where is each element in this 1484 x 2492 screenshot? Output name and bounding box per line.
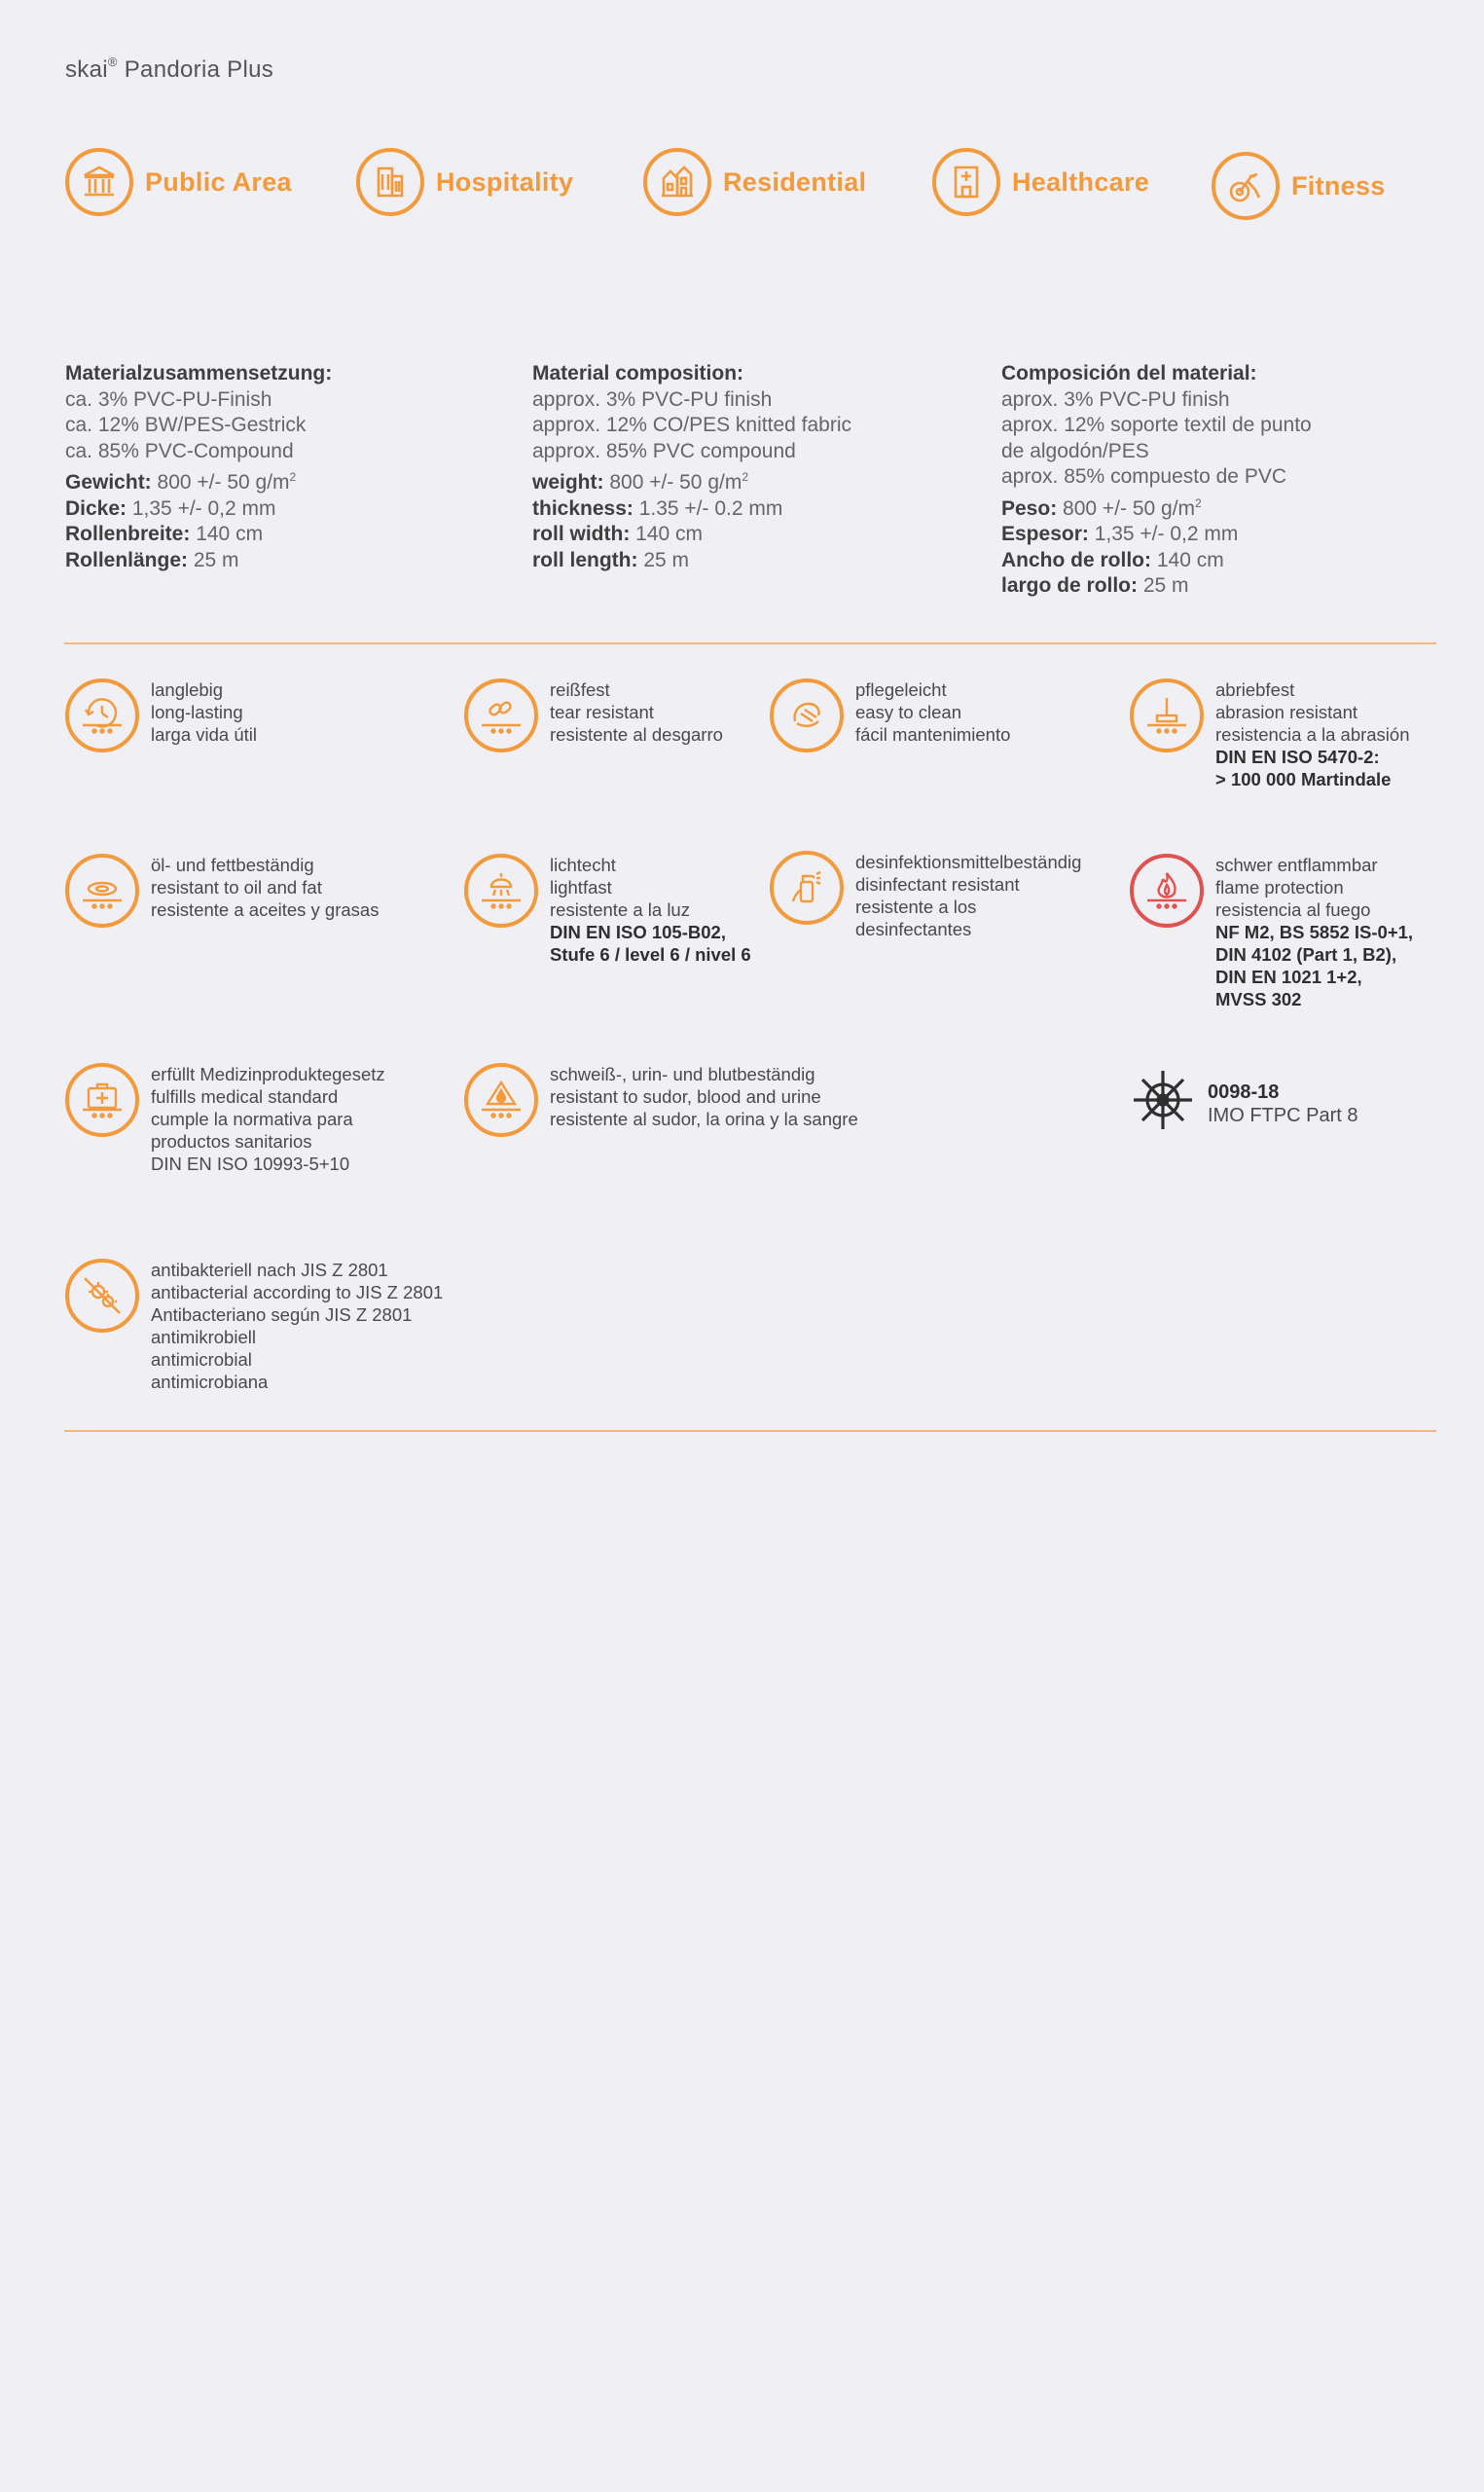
property-medical-standard: erfüllt Medizinproduktegesetz fulfills medical standard cumple la normativa para productos sanitarios DIN EN ISO 10993-5+10 [65, 1063, 385, 1175]
composition-german: Materialzusammensetzung: ca. 3% PVC-PU-Finish ca. 12% BW/PES-Gestrick ca. 85% PVC-Compound Gewicht: 800 +/- 50 $g/m^2$ Dicke: 1,35 +/- 0,2 mm Rollenbreite: 140 cm Rollenlänge: 25 m [65, 362, 333, 571]
bacteria-crossed-icon [65, 1259, 139, 1333]
property-lightfast: lichtecht lightfast resistente a la luz DIN EN ISO 105-B02, Stufe 6 / level 6 / nivel 6 [464, 854, 751, 966]
property-tear-resistant: reißfest tear resistant resistente al desgarro [464, 678, 723, 752]
medical-kit-icon [65, 1063, 139, 1137]
exercise-bike-icon [1212, 152, 1280, 220]
application-label: Healthcare [1012, 166, 1150, 197]
application-hospitality [356, 148, 573, 216]
spray-bottle-icon [770, 851, 844, 925]
product-title: skai® Pandoria Plus [65, 55, 274, 83]
application-label: Public Area [145, 166, 292, 197]
application-label: Fitness [1291, 170, 1386, 201]
property-oil-resistant: öl- und fettbeständig resistant to oil and fat resistente a aceites y grasas [65, 854, 379, 928]
property-sweat-blood-urine-resistant: schweiß-, urin- und blutbeständig resistant to sudor, blood and urine resistente al sudor, la orina y la sangre [464, 1063, 858, 1137]
composition-english: Material composition: approx. 3% PVC-PU finish approx. 12% CO/PES knitted fabric approx. 85% PVC compound weight: 800 +/- 50 $g/m^2$ thickness: 1.35 +/- 0.2 mm roll width: 140 cm roll length: 25 m [532, 362, 851, 571]
application-residential [643, 148, 866, 216]
property-easy-to-clean: pflegeleicht easy to clean fácil mantenimiento [770, 678, 1010, 752]
drops-icon [464, 1063, 538, 1137]
application-label: Hospitality [436, 166, 574, 197]
application-label: Residential [723, 166, 867, 197]
divider-top [64, 642, 1436, 644]
ship-wheel-icon [1126, 1063, 1200, 1137]
building-columns-icon [65, 148, 133, 216]
application-public-area [65, 148, 292, 216]
chain-link-icon [464, 678, 538, 752]
property-flame-protection: schwer entflammbar flame protection resistencia al fuego NF M2, BS 5852 IS-0+1, DIN 4102 (Part 1, B2), DIN EN 1021 1+2, MVSS 302 [1130, 854, 1413, 1010]
lamp-icon [464, 854, 538, 928]
oil-drop-icon [65, 854, 139, 928]
clock-icon [65, 678, 139, 752]
property-long-lasting: langlebig long-lasting larga vida útil [65, 678, 257, 752]
property-imo-ftpc: 0098-18 IMO FTPC Part 8 [1126, 1063, 1357, 1137]
divider-bottom [64, 1430, 1436, 1432]
application-fitness [1212, 152, 1386, 220]
brush-icon [1130, 678, 1204, 752]
property-abrasion-resistant: abriebfest abrasion resistant resistencia a la abrasión DIN EN ISO 5470-2: > 100 000 Martindale [1130, 678, 1410, 790]
property-antibacterial: antibakteriell nach JIS Z 2801 antibacterial according to JIS Z 2801 Antibacteriano según JIS Z 2801 antimikrobiell antimicrobial antimicrobiana [65, 1259, 443, 1393]
flame-icon [1130, 854, 1204, 928]
houses-icon [643, 148, 711, 216]
composition-spanish: Composición del material: aprox. 3% PVC-PU finish aprox. 12% soporte textil de punto de algodón/PES aprox. 85% compuesto de PVC Peso: 800 +/- 50 $g/m^2$ Espesor: 1,35 +/- 0,2 mm Ancho de rollo: 140 cm largo de rollo: 25 m [1001, 362, 1312, 597]
cleaning-hand-icon [770, 678, 844, 752]
property-disinfectant-resistant: desinfektionsmittelbeständig disinfectant resistant resistente a los desinfectantes [770, 851, 1081, 940]
application-healthcare [932, 148, 1149, 216]
hotel-icon [356, 148, 424, 216]
hospital-icon [932, 148, 1000, 216]
